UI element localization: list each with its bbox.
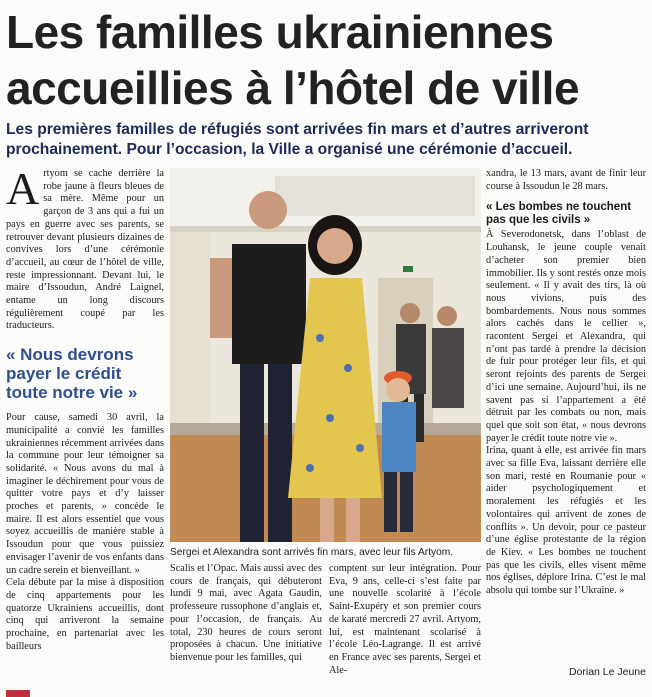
column-3	[329, 563, 481, 677]
intro-text: rtyom se cache derrière la robe jaune à fleurs bleues de sa mère. Même pour un garçon de 3 ans qui a fui un pays en guerre avec ses parents, se retrouver devant plusieurs dizaines de convives lors d’une cérémonie d’accueil, au cœur de l’hôtel de ville, reste impressionnant. Devant lui, le maire d’Issoudun, André Laignel, entame un long discours régulièrement coupé par les traducteurs.	[6, 168, 164, 332]
byline: Dorian Le Jeune	[568, 666, 646, 678]
paragraph: Scalis et l’Opac. Mais aussi avec des cours de français, qui débuteront lundi 9 mai, avec Agata Gaudin, professeure russophone d’anglais et, pour l’occasion, de français. Au total, 230 heures de cours seront proposées à chacun. Une initiative bienvenue pour les familles, qui	[170, 563, 322, 663]
news-photo	[170, 168, 481, 542]
footer-accent	[6, 690, 30, 697]
paragraph: comptent sur leur intégration. Pour Eva, 9 ans, celle-ci s’est faite par une nouvelle scolarité à l’école Saint-Exupéry et son premier cours de karaté mercredi 27 avril. Artyom, lui, est maintenant scolarisé à l’école Léo-Lagrange. Il est arrivé en France avec ses parents, Sergei et Ale-	[329, 563, 481, 676]
paragraph: Cela débute par la mise à disposition de cinq appartements pour les quatorze Ukrainiens accueillis, dont cinq qui arriveront la semaine prochaine, en partenariat avec les bailleurs	[6, 577, 164, 652]
intro-paragraph	[6, 163, 164, 333]
headline: Les familles ukrainiennes accueillies à l’hôtel de ville	[6, 6, 580, 114]
subheading: « Les bombes ne touchent pas que les civils »	[486, 201, 632, 227]
paragraph: xandra, le 13 mars, avant de finir leur course à Issoudun le 28 mars.	[486, 168, 646, 192]
pull-quote: « Nous devrons payer le crédit toute notre vie »	[6, 345, 138, 403]
drop-cap: A	[6, 163, 40, 214]
paragraph: À Severodonetsk, dans l’oblast de Louhansk, le jeune couple venait d’acheter son premier bien immobilier. Ils y sont restés onze mois seulement. « Il y avait des tirs, là où nous vivions, puis des bombardements. Nous nous sommes alors cachés dans le cellier », racontent Sergei et Alexandra, qui n’ont pas tardé à prendre la décision de fuir pour protéger leur fils, et qui seront rejoints des parents de Sergei d’ici une semaine. Aujourd’hui, ils ne savent pas si l’appartement a été détruit par les combats ou non, mais quel que soit son état, « nous devrons payer le crédit toute notre vie ».	[486, 229, 646, 444]
column-2	[170, 563, 322, 665]
column-4	[486, 168, 646, 598]
paragraph: Irina, quant à elle, est arrivée fin mars avec sa fille Eva, laissant derrière elle son mari, resté en Roumanie pour « aider psychologiquement et moralement les réfugiés et les volontaires qui arrivent de zones de conflits ». Un devoir, pour ce pasteur d’une église protestante de la région de Kiev. « Les bombes ne touchent pas que les civils, elles visent même nos églises, déplore Irina. C’est le mal absolu qui tombe sur l’Ukraine. »	[486, 445, 646, 597]
paragraph: Pour cause, samedi 30 avril, la municipalité a convié les familles ukrainiennes récemment arrivées dans la commune pour leur témoigner sa solidarité. « Nous avons du mal à imaginer le déchirement pour vous de quitter votre pays et d’y laisser proches et parents, » concède le maire. Il est alors essentiel que vous soyez accueillis de manière stable à Issoudun pour que vous puissiez envisager l’avenir de vos enfants dans un cadre serein et bienveillant. »	[6, 412, 164, 576]
standfirst: Les premières familles de réfugiés sont arrivées fin mars et d’autres arriveront prochainement. Pour l’occasion, la Ville a organisé une cérémonie d’accueil.	[6, 121, 589, 158]
photo-illustration	[170, 168, 481, 542]
photo-caption: Sergei et Alexandra sont arrivés fin mars, avec leur fils Artyom.	[170, 547, 454, 558]
column-1	[6, 163, 164, 654]
